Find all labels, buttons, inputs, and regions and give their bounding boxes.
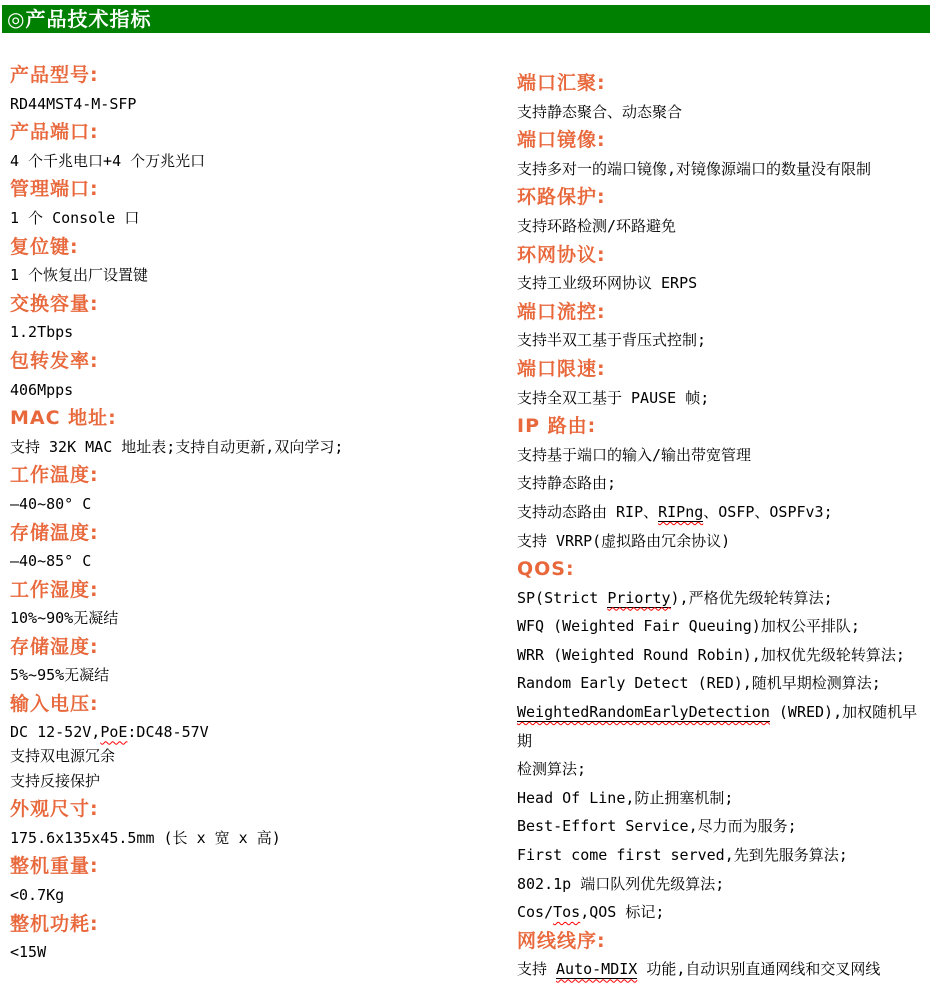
spec-text-run: WFQ (Weighted Fair Queuing)加权公平排队;: [517, 617, 860, 636]
spec-line: [517, 669, 931, 698]
spec-text-run: 支持全双工基于 PAUSE 帧;: [517, 388, 710, 407]
spec-text-run: 检测算法;: [517, 760, 587, 779]
spec-text-run: Random Early Detect (RED),随机早期检测算法;: [517, 674, 881, 693]
spec-text-run: WRR (Weighted Round Robin),加权优先级轮转算法;: [517, 645, 905, 664]
spec-text-run: 支持静态路由;: [517, 474, 617, 493]
spec-text-run: 支持 32K MAC 地址表;支持自动更新,双向学习;: [10, 437, 344, 456]
spec-text-run: DC 12-52V,: [10, 722, 101, 741]
spec-line: [517, 269, 931, 298]
spec-line: [517, 441, 931, 470]
spec-line: [517, 584, 931, 613]
spec-line: [10, 318, 517, 347]
spec-column-left: [0, 61, 517, 984]
spec-heading: 端口汇聚:: [517, 72, 606, 94]
spec-line: [10, 824, 517, 853]
spec-line: [10, 881, 517, 910]
spec-line: [10, 604, 517, 633]
spec-text-run: 406Mpps: [10, 380, 74, 399]
spec-heading: 环网协议:: [517, 243, 606, 266]
spec-text-run: Head Of Line,防止拥塞机制;: [517, 788, 734, 807]
spec-text-run: Cos/: [517, 903, 554, 922]
spec-text-run: 5%~95%无凝结: [10, 666, 110, 685]
spec-text-run: ),严格优先级轮转算法;: [670, 588, 833, 607]
spell-error-text: Auto-MDIX: [556, 960, 638, 979]
spec-text-run: 支持反接保护: [10, 771, 101, 790]
spec-text-run: 支持多对一的端口镜像,对镜像源端口的数量没有限制: [517, 159, 872, 178]
spec-line: [10, 376, 517, 405]
spec-heading: 整机功耗:: [10, 912, 99, 935]
spec-heading: 工作湿度:: [10, 578, 99, 601]
spec-text-run: :DC48-57V: [127, 722, 209, 741]
spec-text-run: First come first served,先到先服务算法;: [517, 846, 848, 865]
spec-line: [10, 90, 517, 119]
spec-text-run: 支持 VRRP(虚拟路由冗余协议): [517, 531, 731, 550]
spec-text-run: SP(Strict: [517, 588, 608, 607]
spec-heading: MAC 地址:: [10, 407, 117, 430]
product-spec-page: [0, 5, 941, 989]
spec-line: [517, 698, 931, 755]
spec-text-run: 175.6x135x45.5mm (长 x 宽 x 高): [10, 828, 281, 847]
spec-line: [10, 719, 517, 745]
spec-line: [517, 498, 931, 527]
spec-heading: 端口限速:: [517, 357, 606, 380]
spec-text-run: Best-Effort Service,尽力而为服务;: [517, 817, 797, 836]
spec-line: [517, 155, 931, 184]
spec-line: [517, 784, 931, 813]
spec-text-run: 支持动态路由 RIP、: [517, 502, 659, 521]
spec-text-run: ,QOS 标记;: [580, 903, 665, 922]
spec-column-right: [517, 61, 941, 984]
spec-line: [517, 527, 931, 556]
spec-line: [517, 612, 931, 641]
spec-heading: 产品端口:: [10, 121, 99, 144]
spec-text-run: (WRED),加权随机早期: [517, 703, 918, 750]
spell-error-text: Priorty: [607, 588, 671, 607]
spec-text-run: 1 个恢复出厂设置键: [10, 266, 149, 285]
spec-text-run: 支持半双工基于背压式控制;: [517, 331, 707, 350]
spec-text-run: 支持工业级环网协议 ERPS: [517, 274, 698, 293]
spec-line: [517, 955, 931, 984]
spell-error-text: RIPng: [658, 502, 704, 521]
spec-line: [517, 98, 931, 127]
spec-text-run: <0.7Kg: [10, 886, 65, 905]
spec-line: [517, 641, 931, 670]
spec-line: [517, 841, 931, 870]
spec-line: [517, 384, 931, 413]
spec-heading: IP 路由:: [517, 415, 597, 438]
spec-heading: 包转发率:: [10, 349, 99, 372]
spec-line: [10, 938, 517, 967]
spec-line: [10, 661, 517, 690]
section-title: ◎产品技术指标: [7, 7, 152, 31]
spec-heading: 产品型号:: [10, 64, 99, 86]
spec-heading: 环路保护:: [517, 186, 606, 209]
spec-line: [517, 812, 931, 841]
spec-line: [10, 767, 517, 796]
spec-heading: 端口镜像:: [517, 129, 606, 152]
spec-line: [517, 898, 931, 927]
spell-error-text: PoE: [100, 722, 128, 741]
spec-text-run: 、OSFP、OSPFv3;: [703, 502, 833, 521]
spec-text-run: 支持环路检测/环路避免: [517, 216, 677, 235]
spec-text-run: —40~85° C: [10, 552, 92, 571]
spec-line: [10, 204, 517, 233]
spec-heading: 管理端口:: [10, 178, 99, 201]
spec-text-run: 1 个 Console 口: [10, 208, 140, 227]
spec-line: [517, 326, 931, 355]
spec-text-run: 802.1p 端口队列优先级算法;: [517, 874, 725, 893]
spec-text-run: —40~80° C: [10, 494, 92, 513]
spec-columns: [0, 61, 941, 984]
spec-text-run: 支持静态聚合、动态聚合: [517, 102, 683, 121]
spec-text-run: 10%~90%无凝结: [10, 609, 119, 628]
spec-line: [10, 745, 517, 767]
spec-line: [10, 490, 517, 519]
spec-heading: 输入电压:: [10, 693, 99, 716]
spec-text-run: 支持: [517, 960, 557, 979]
spec-text-run: RD44MST4-M-SFP: [10, 94, 137, 113]
spec-heading: 外观尺寸:: [10, 798, 99, 821]
spec-line: [517, 469, 931, 498]
spec-text-run: 1.2Tbps: [10, 323, 74, 342]
spec-heading: 网线线序:: [517, 929, 606, 952]
spec-line: [10, 433, 517, 462]
spec-heading: 端口流控:: [517, 300, 606, 323]
spec-heading: 存储湿度:: [10, 635, 99, 658]
spec-text-run: 支持双电源冗余: [10, 746, 116, 765]
spec-line: [517, 212, 931, 241]
spec-line: [517, 870, 931, 899]
spec-text-run: 4 个千兆电口+4 个万兆光口: [10, 151, 206, 170]
section-title-bar: [2, 5, 930, 33]
spec-text-run: 功能,自动识别直通网线和交叉网线: [637, 960, 881, 979]
spec-heading: 复位键:: [10, 235, 79, 258]
spec-text-run: <15W: [10, 943, 47, 962]
spec-heading: QOS:: [517, 558, 575, 581]
spec-heading: 工作温度:: [10, 464, 99, 487]
spell-error-text: Tos: [553, 903, 581, 922]
spec-heading: 存储温度:: [10, 521, 99, 544]
spec-line: [10, 147, 517, 176]
spec-heading: 整机重量:: [10, 855, 99, 878]
spec-line: [517, 755, 931, 784]
spell-error-text: WeightedRandomEarlyDetection: [517, 703, 770, 722]
spec-heading: 交换容量:: [10, 292, 99, 315]
spec-line: [10, 547, 517, 576]
spec-text-run: 支持基于端口的输入/输出带宽管理: [517, 445, 752, 464]
spec-line: [10, 261, 517, 290]
